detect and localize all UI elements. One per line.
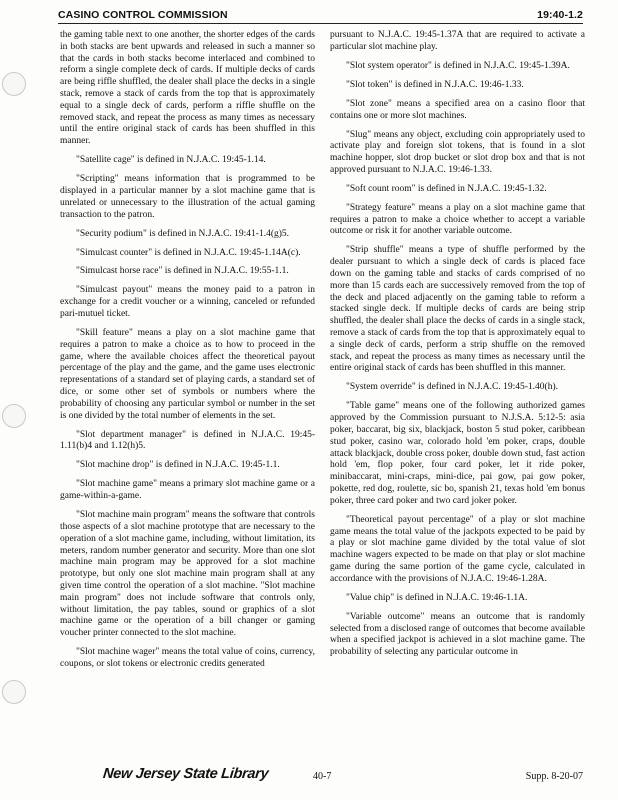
paragraph: "Slot token" is defined in N.J.A.C. 19:46-1.33. — [346, 79, 524, 90]
binder-hole — [2, 404, 26, 428]
paragraph: "Variable outcome" means an outcome that is randomly selected from a disclosed range of outcomes that become available when a specified jackpot is achieved in a slot machine game. The probability of selecting any particular outcome in — [330, 611, 585, 658]
paragraph: pursuant to N.J.A.C. 19:45-1.37A that are required to activate a particular slot machine play. — [330, 30, 585, 52]
library-logo: New Jersey State Library — [102, 766, 270, 782]
paragraph: "Scripting" means information that is programmed to be displayed in a particular manner by a slot machine game that is unrelated or unnecessary to the illustration of the actual gaming transaction to the patron. — [60, 174, 315, 220]
paragraph: "Theoretical payout percentage" of a play or slot machine game means the total value of the jackpots expected to be paid by a play or slot machine game divided by the total value of slot machine wagers expected to be made on that play or slot machine game during the same portion of the game cycle, calculated in accordance with the provisions of N.J.A.C. 19:46-1.28A. — [330, 514, 585, 584]
paragraph: "Slot machine main program" means the software that controls those aspects of a slot machine prototype that are necessary to the operation of a slot machine game, including, without limitation, its meters, random number generator and security. More than one slot machine main program may be approved for a slot machine prototype, but only one slot machine main program shall at any given time control the operation of a slot machine. "Slot machine main program" does not include software that controls only, without limitation, the pay tables, sound or graphics of a slot machine game or the operation of a bill changer or gaming voucher printer connected to the slot machine. — [60, 510, 315, 639]
paragraph: "Soft count room" is defined in N.J.A.C. 19:45-1.32. — [346, 183, 547, 194]
page-footer — [58, 768, 583, 790]
binder-hole — [2, 72, 26, 96]
paragraph: "Slot department manager" is defined in N.J.A.C. 19:45-1.11(b)4 and 1.12(h)5. — [60, 429, 315, 452]
page-number: 40-7 — [313, 771, 332, 782]
right-column — [330, 30, 585, 666]
binder-hole — [2, 680, 26, 704]
paragraph: "Slot system operator" is defined in N.J.A.C. 19:45-1.39A. — [346, 60, 570, 71]
paragraph: "Skill feature" means a play on a slot machine game that requires a patron to make a choice as to how to proceed in the game, where the available choices affect the theoretical payout percentage of the play and the game, and the game uses electronic representations of a standard set of playing cards, a standard set of dice, or some other set of symbols or numbers where the probability of choosing any particular symbol or number in the set is one divided by the total number of elements in the set. — [60, 328, 315, 421]
paragraph: "Table game" means one of the following authorized games approved by the Commission pursuant to N.J.S.A. 5:12-5: asia poker, baccarat, big six, blackjack, boston 5 stud poker, caribbean stud poker, casino war, colorado hold 'em poker, craps, double attack blackjack, double cross poker, double down stud, fast action hold 'em, flop poker, four card poker, let it ride poker, minibaccarat, mini-craps, mini-dice, pai gow, pai gow poker, pokette, red dog, roulette, sic bo, spanish 21, texas hold 'em bonus poker, three card poker and two card joker poker. — [330, 401, 585, 506]
paragraph: "Security podium" is defined in N.J.A.C. 19:41-1.4(g)5. — [76, 228, 290, 239]
paragraph: "Strip shuffle" means a type of shuffle performed by the dealer pursuant to which a single deck of cards is placed face down on the gaming table and stacks of cards comprised of no more than 15 cards each are successively removed from the top of the deck and placed adjacently on the gaming table to reform a stacked single deck. If multiple decks of cards are being strip shuffled, the dealer shall place the decks of cards in a single stack, remove a stack of cards from the top that is approximately equal to a single deck of cards, perform a strip shuffle on the removed stack, and repeat the process as many times as necessary until the entire original stack of cards has been shuffled in this manner. — [330, 245, 585, 374]
paragraph: "Simulcast counter" is defined in N.J.A.C. 19:45-1.14A(c). — [76, 247, 301, 258]
paragraph: "Simulcast payout" means the money paid to a patron in exchange for a credit voucher or a winning, canceled or refunded pari-mutuel ticket. — [60, 285, 315, 320]
paragraph: "Value chip" is defined in N.J.A.C. 19:46-1.1A. — [346, 592, 528, 603]
paragraph: the gaming table next to one another, the shorter edges of the cards in both stacks are bent upwards and released in such a manner so that the cards in both stacks become interlaced and combined to reform a single complete deck of cards. If multiple decks of cards are being riffle shuffled, the dealer shall place the decks in a single stack, remove a stack of cards from the top that is approximately equal to a single deck of cards, perform a riffle shuffle on the removed stack, and repeat the process as many times as necessary until the entire original stack of cards has been shuffled in this manner. — [60, 30, 315, 147]
paragraph: "Satellite cage" is defined in N.J.A.C. 19:45-1.14. — [76, 155, 266, 166]
paragraph: "Slot machine game" means a primary slot machine game or a game-within-a-game. — [60, 479, 315, 502]
paragraph: "Slot machine wager" means the total value of coins, currency, coupons, or slot tokens or electronic credits generated — [60, 647, 315, 669]
paragraph: "System override" is defined in N.J.A.C. 19:45-1.40(h). — [346, 382, 558, 393]
supplement-date: Supp. 8-20-07 — [525, 771, 583, 782]
header-rule — [58, 23, 583, 24]
paragraph: "Slot machine drop" is defined in N.J.A.C. 19:45-1.1. — [76, 460, 280, 471]
section-number: 19:40-1.2 — [537, 9, 583, 21]
agency-title: CASINO CONTROL COMMISSION — [58, 9, 228, 21]
paragraph: "Slot zone" means a specified area on a casino floor that contains one or more slot machines. — [330, 98, 585, 121]
paragraph: "Slug" means any object, excluding coin appropriately used to activate play and foreign slot tokens, that is found in a slot machine hopper, slot drop bucket or slot drop box and that is not approved pursuant to N.J.A.C. 19:46-1.33. — [330, 129, 585, 175]
paragraph: "Simulcast horse race" is defined in N.J.A.C. 19:55-1.1. — [76, 266, 289, 277]
paragraph: "Strategy feature" means a play on a slot machine game that requires a patron to make a choice whether to accept a variable outcome or risk it for another variable outcome. — [330, 202, 585, 237]
left-column — [60, 30, 315, 678]
